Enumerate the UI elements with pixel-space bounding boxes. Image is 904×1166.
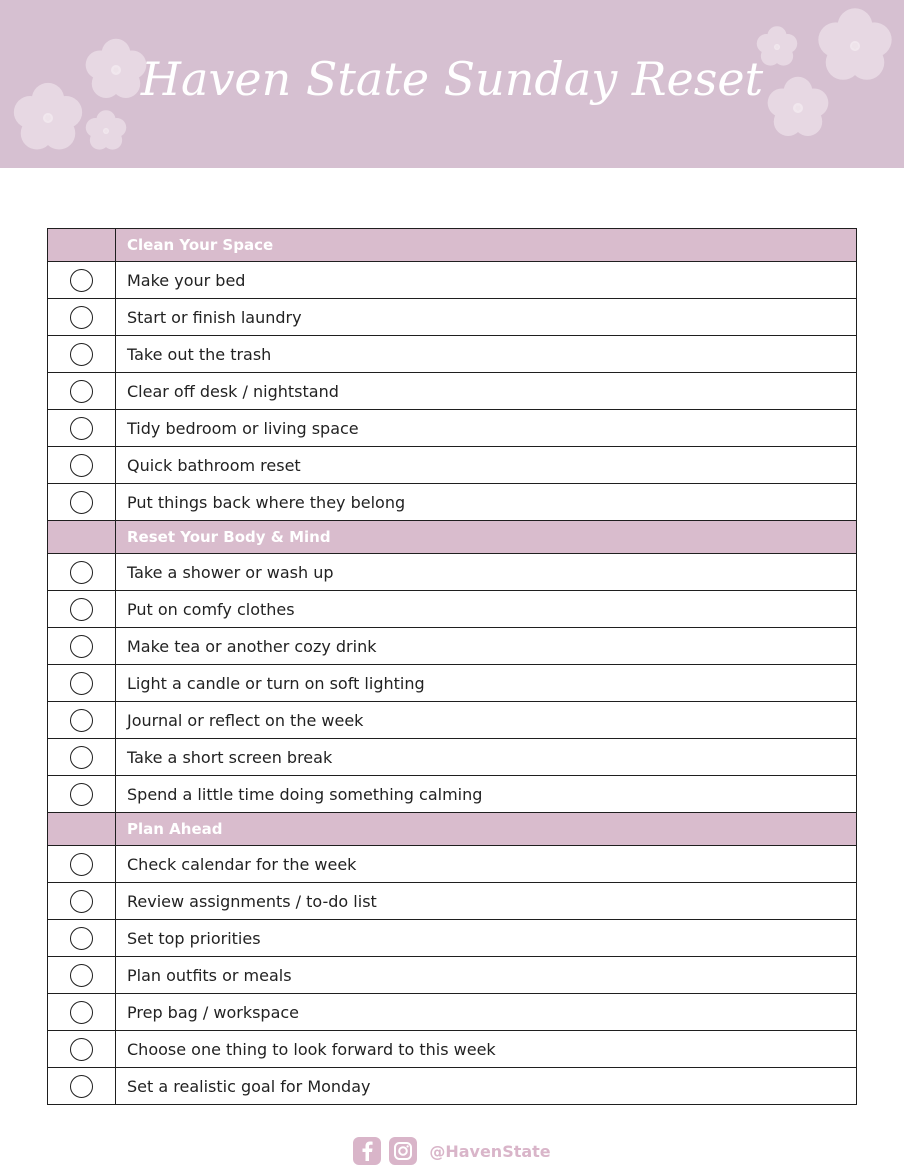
checklist-row	[48, 262, 857, 299]
checkbox-circle[interactable]	[70, 491, 93, 514]
checklist-row	[48, 628, 857, 665]
checkbox-circle[interactable]	[70, 306, 93, 329]
checkbox-cell	[48, 591, 116, 628]
checklist-item-label: Choose one thing to look forward to this week	[116, 1031, 857, 1068]
checkbox-circle[interactable]	[70, 561, 93, 584]
checkbox-circle[interactable]	[70, 454, 93, 477]
checkbox-cell	[48, 957, 116, 994]
checkbox-cell	[48, 846, 116, 883]
checklist-item-label: Put on comfy clothes	[116, 591, 857, 628]
section-header-spacer	[48, 521, 116, 554]
header-banner	[0, 0, 904, 168]
checklist-item-label: Start or finish laundry	[116, 299, 857, 336]
checklist-item-label: Clear off desk / nightstand	[116, 373, 857, 410]
checklist-row	[48, 447, 857, 484]
facebook-icon[interactable]	[353, 1137, 381, 1165]
checkbox-cell	[48, 1031, 116, 1068]
section-header	[48, 813, 857, 846]
checklist-row	[48, 920, 857, 957]
checklist-row	[48, 410, 857, 447]
checklist-row	[48, 299, 857, 336]
checklist-row	[48, 1068, 857, 1105]
checkbox-circle[interactable]	[70, 853, 93, 876]
checkbox-cell	[48, 920, 116, 957]
checkbox-circle[interactable]	[70, 890, 93, 913]
checkbox-circle[interactable]	[70, 269, 93, 292]
checklist-row	[48, 1031, 857, 1068]
checkbox-cell	[48, 554, 116, 591]
checkbox-cell	[48, 1068, 116, 1105]
checklist-item-label: Take out the trash	[116, 336, 857, 373]
checklist-row	[48, 554, 857, 591]
checkbox-cell	[48, 776, 116, 813]
checklist-table	[47, 228, 857, 1105]
checklist-item-label: Review assignments / to-do list	[116, 883, 857, 920]
checkbox-cell	[48, 739, 116, 776]
checklist-item-label: Journal or reflect on the week	[116, 702, 857, 739]
checklist-row	[48, 373, 857, 410]
checkbox-circle[interactable]	[70, 964, 93, 987]
checkbox-circle[interactable]	[70, 927, 93, 950]
checkbox-circle[interactable]	[70, 417, 93, 440]
checkbox-circle[interactable]	[70, 1001, 93, 1024]
checklist-item-label: Spend a little time doing something calming	[116, 776, 857, 813]
checklist-row	[48, 776, 857, 813]
checkbox-cell	[48, 484, 116, 521]
checklist-item-label: Put things back where they belong	[116, 484, 857, 521]
footer	[0, 1136, 904, 1166]
checklist-item-label: Tidy bedroom or living space	[116, 410, 857, 447]
page-title: Haven State Sunday Reset	[140, 52, 764, 106]
checkbox-cell	[48, 883, 116, 920]
instagram-icon[interactable]	[389, 1137, 417, 1165]
checklist-item-label: Light a candle or turn on soft lighting	[116, 665, 857, 702]
checkbox-circle[interactable]	[70, 783, 93, 806]
checkbox-circle[interactable]	[70, 343, 93, 366]
checklist-item-label: Set top priorities	[116, 920, 857, 957]
checklist-row	[48, 702, 857, 739]
checkbox-cell	[48, 410, 116, 447]
checklist-item-label: Plan outfits or meals	[116, 957, 857, 994]
checkbox-circle[interactable]	[70, 598, 93, 621]
checkbox-circle[interactable]	[70, 380, 93, 403]
checkbox-cell	[48, 447, 116, 484]
social-handle[interactable]: @HavenState	[429, 1141, 551, 1161]
section-title: Plan Ahead	[116, 813, 857, 846]
checkbox-circle[interactable]	[70, 1038, 93, 1061]
checklist-row	[48, 883, 857, 920]
checkbox-cell	[48, 299, 116, 336]
section-title: Reset Your Body & Mind	[116, 521, 857, 554]
checkbox-cell	[48, 262, 116, 299]
checklist-row	[48, 665, 857, 702]
checklist-item-label: Make tea or another cozy drink	[116, 628, 857, 665]
checkbox-circle[interactable]	[70, 635, 93, 658]
checkbox-circle[interactable]	[70, 709, 93, 732]
checkbox-cell	[48, 628, 116, 665]
section-header	[48, 229, 857, 262]
checklist-item-label: Prep bag / workspace	[116, 994, 857, 1031]
checklist-item-label: Take a short screen break	[116, 739, 857, 776]
checkbox-cell	[48, 336, 116, 373]
checkbox-cell	[48, 994, 116, 1031]
checkbox-circle[interactable]	[70, 746, 93, 769]
section-title: Clean Your Space	[116, 229, 857, 262]
checkbox-cell	[48, 665, 116, 702]
checkbox-cell	[48, 373, 116, 410]
checkbox-circle[interactable]	[70, 1075, 93, 1098]
checklist-row	[48, 591, 857, 628]
checklist-item-label: Set a realistic goal for Monday	[116, 1068, 857, 1105]
checklist-row	[48, 846, 857, 883]
checklist-row	[48, 994, 857, 1031]
section-header	[48, 521, 857, 554]
checklist-item-label: Make your bed	[116, 262, 857, 299]
checklist-row	[48, 484, 857, 521]
checklist-item-label: Quick bathroom reset	[116, 447, 857, 484]
checklist-row	[48, 957, 857, 994]
checklist-row	[48, 336, 857, 373]
checklist-item-label: Check calendar for the week	[116, 846, 857, 883]
checklist-row	[48, 739, 857, 776]
checklist-item-label: Take a shower or wash up	[116, 554, 857, 591]
section-header-spacer	[48, 229, 116, 262]
checkbox-cell	[48, 702, 116, 739]
checkbox-circle[interactable]	[70, 672, 93, 695]
section-header-spacer	[48, 813, 116, 846]
